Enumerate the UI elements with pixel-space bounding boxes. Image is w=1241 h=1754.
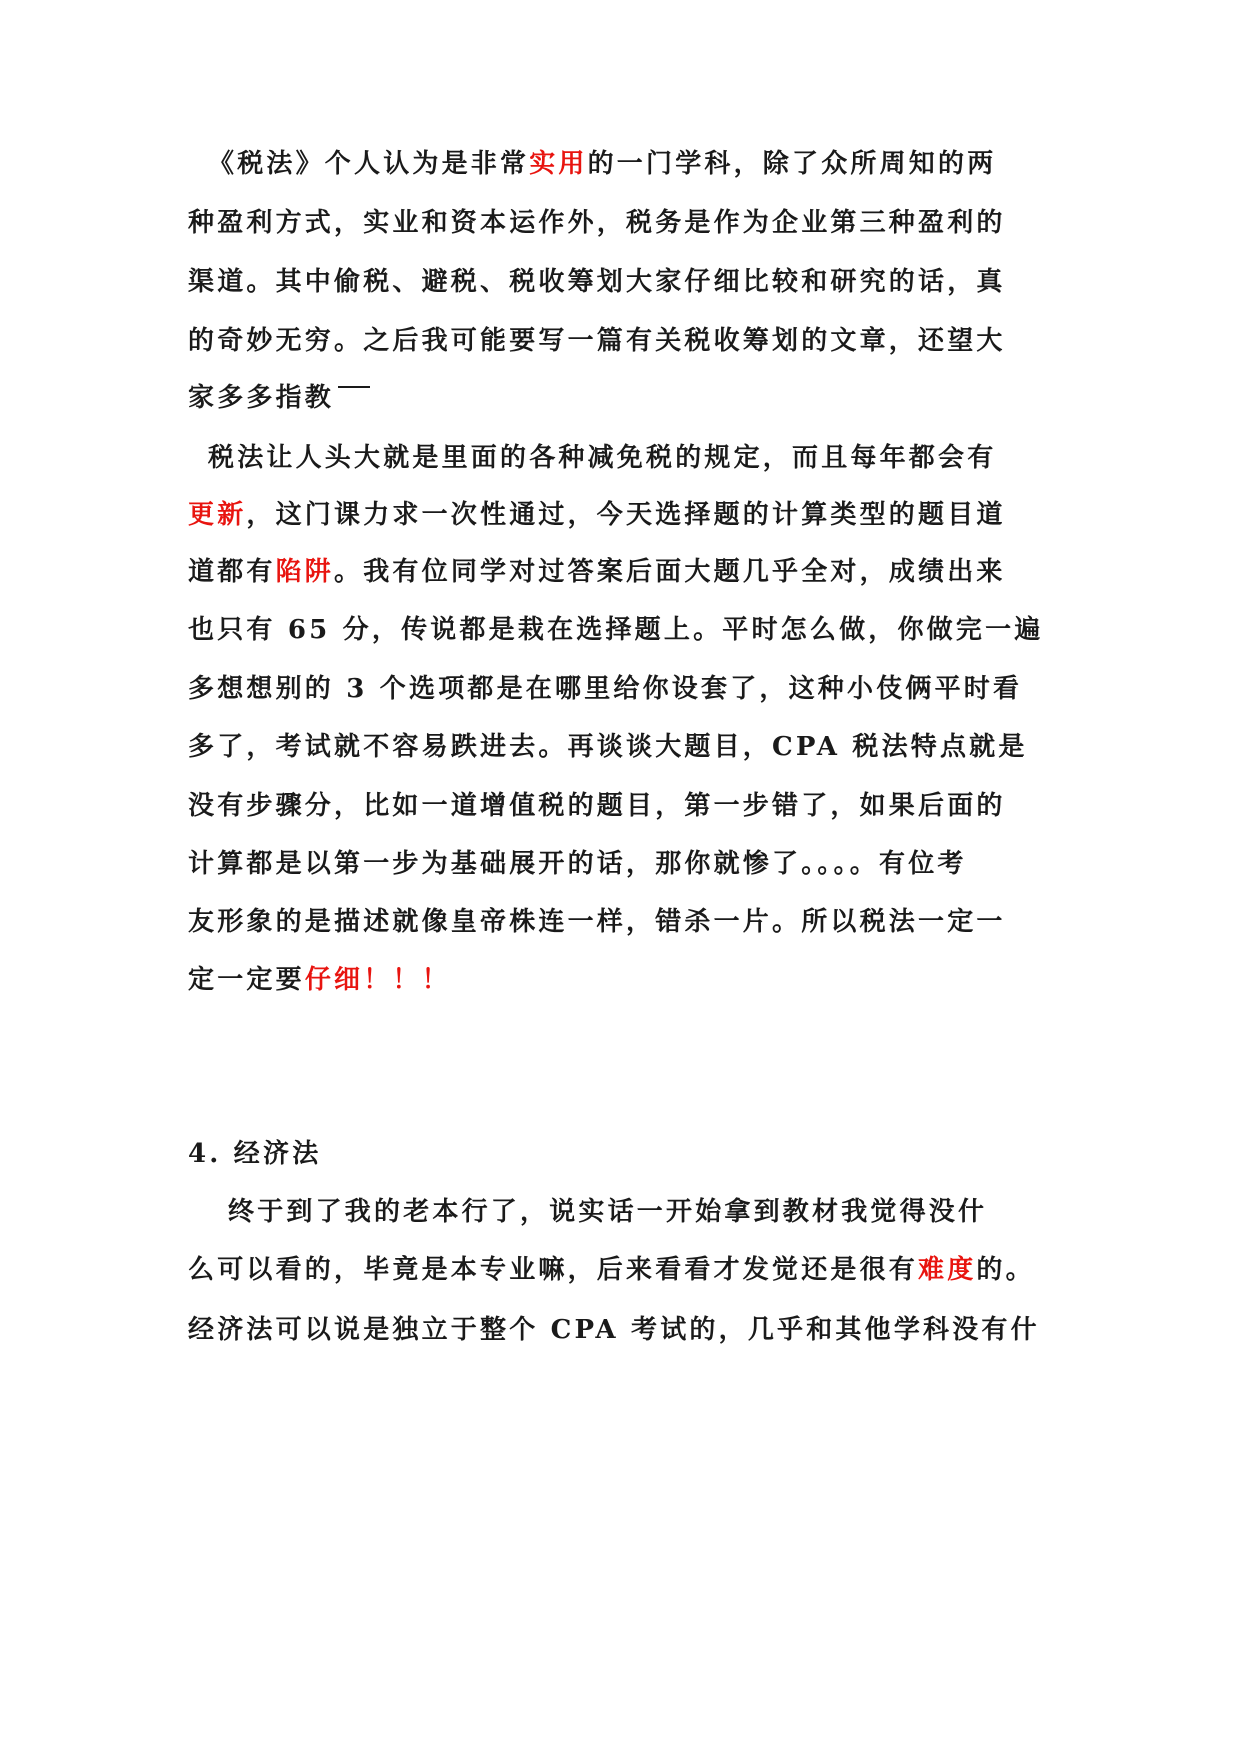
para3-line3: 经济法可以说是独立于整个 CPA 考试的，几乎和其他学科没有什: [188, 1315, 1040, 1345]
para2-line9: 友形象的是描述就像皇帝株连一样，错杀一片。所以税法一定一: [188, 907, 1006, 937]
highlight-text: 难度: [918, 1255, 977, 1285]
para2-line1: 税法让人头大就是里面的各种减免税的规定，而且每年都会有: [208, 443, 997, 473]
para1-line4: 的奇妙无穷。之后我可能要写一篇有关税收筹划的文章，还望大: [188, 326, 1006, 356]
para2-line4: 也只有 65 分，传说都是栽在选择题上。平时怎么做，你做完一遍: [188, 615, 1044, 645]
para2-line2: [188, 497, 1068, 533]
text-run: 的。: [976, 1255, 1035, 1285]
highlight-text: 更新: [188, 500, 247, 530]
text-run: 的一门学科，除了众所周知的两: [587, 149, 997, 179]
para3-line2: [188, 1252, 1068, 1288]
para2-line5: 多想想别的 3 个选项都是在哪里给你设套了，这种小伎俩平时看: [188, 674, 1023, 704]
text-run: 道都有: [188, 557, 276, 587]
para2-line3: [188, 554, 1068, 590]
em-dash: [338, 386, 370, 388]
text-run: 定一定要: [188, 965, 305, 995]
section-heading: 4. 经济法: [188, 1139, 322, 1169]
para1-line2: 种盈利方式，实业和资本运作外，税务是作为企业第三种盈利的: [188, 208, 1006, 238]
text-run: 么可以看的，毕竟是本专业嘛，后来看看才发觉还是很有: [188, 1255, 919, 1285]
text-run: 家多多指教: [188, 383, 335, 413]
text-run: 。我有位同学对过答案后面大题几乎全对，成绩出来: [334, 557, 1006, 587]
highlight-text: 陷阱: [275, 557, 335, 587]
para3-line1: 终于到了我的老本行了，说实话一开始拿到教材我觉得没什: [228, 1197, 988, 1227]
para2-line6: 多了，考试就不容易跌进去。再谈谈大题目，CPA 税法特点就是: [188, 732, 1028, 762]
text-run: 《税法》个人认为是非常: [208, 149, 530, 179]
para1-line1: [208, 146, 1088, 182]
text-run: ，这门课力求一次性通过，今天选择题的计算类型的题目道: [246, 500, 1006, 530]
para1-line5: [188, 380, 1068, 416]
para1-line3: 渠道。其中偷税、避税、税收筹划大家仔细比较和研究的话，真: [188, 267, 1006, 297]
para2-line7: 没有步骤分，比如一道增值税的题目，第一步错了，如果后面的: [188, 791, 1006, 821]
para2-line8: 计算都是以第一步为基础展开的话，那你就惨了。。。。有位考: [188, 849, 967, 879]
highlight-text: 实用: [529, 149, 588, 179]
highlight-text: 仔细！！！: [304, 965, 451, 995]
para2-line10: [188, 962, 1068, 998]
